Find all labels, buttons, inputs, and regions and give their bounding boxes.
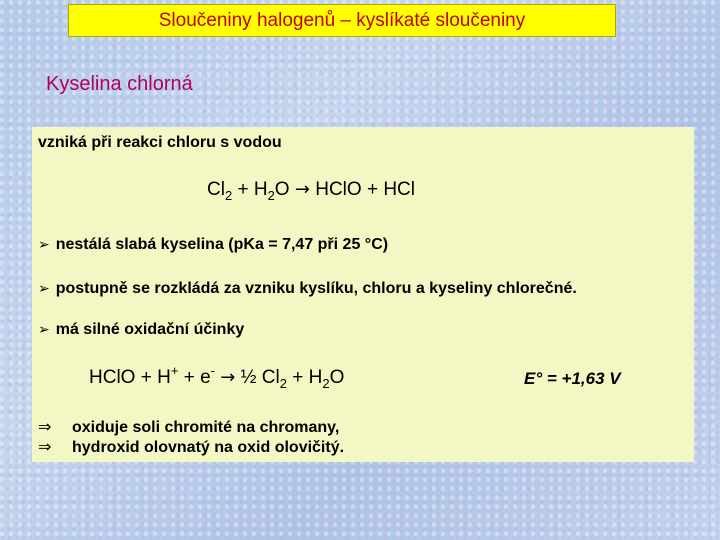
equation-reduction: HClO + H+ + e- → ½ $Cl_2 + H_2O$ [89, 363, 345, 391]
intro-text: vzniká při reakci chloru s vodou [38, 134, 282, 151]
bullet-arrow-icon: ➢ [38, 322, 50, 338]
bullet-item-stability: ➢ nestálá slabá kyselina (pKa = 7,47 při 25 °C) [38, 236, 389, 253]
bullet-item-decomposition: ➢ postupně se rozkládá za vzniku kyslíku, chloru a kyseliny chlorečné. [38, 280, 577, 297]
section-subtitle: Kyselina chlorná [46, 73, 193, 95]
implies-arrow-icon: ⇒ [38, 417, 52, 436]
consequence-lead: ⇒ hydroxid olovnatý na oxid olovičitý. [38, 437, 345, 456]
consequence-chromium: ⇒ oxiduje soli chromité na chromany, [38, 417, 340, 436]
equation-formation: $Cl_2 + H_2O$ → HClO + HCl [207, 179, 415, 203]
slide-title-box [68, 4, 616, 37]
slide-title: Sloučeniny halogenů – kyslíkaté sloučeniny [158, 9, 526, 31]
standard-potential: E° = +1,63 V [524, 369, 621, 388]
implies-arrow-icon: ⇒ [38, 437, 52, 456]
reaction-arrow-icon: → [294, 179, 310, 200]
bullet-item-oxidation: ➢ má silné oxidační účinky [38, 321, 245, 338]
reaction-arrow-icon: → [220, 367, 236, 388]
bullet-arrow-icon: ➢ [38, 237, 50, 253]
bullet-arrow-icon: ➢ [38, 281, 50, 297]
